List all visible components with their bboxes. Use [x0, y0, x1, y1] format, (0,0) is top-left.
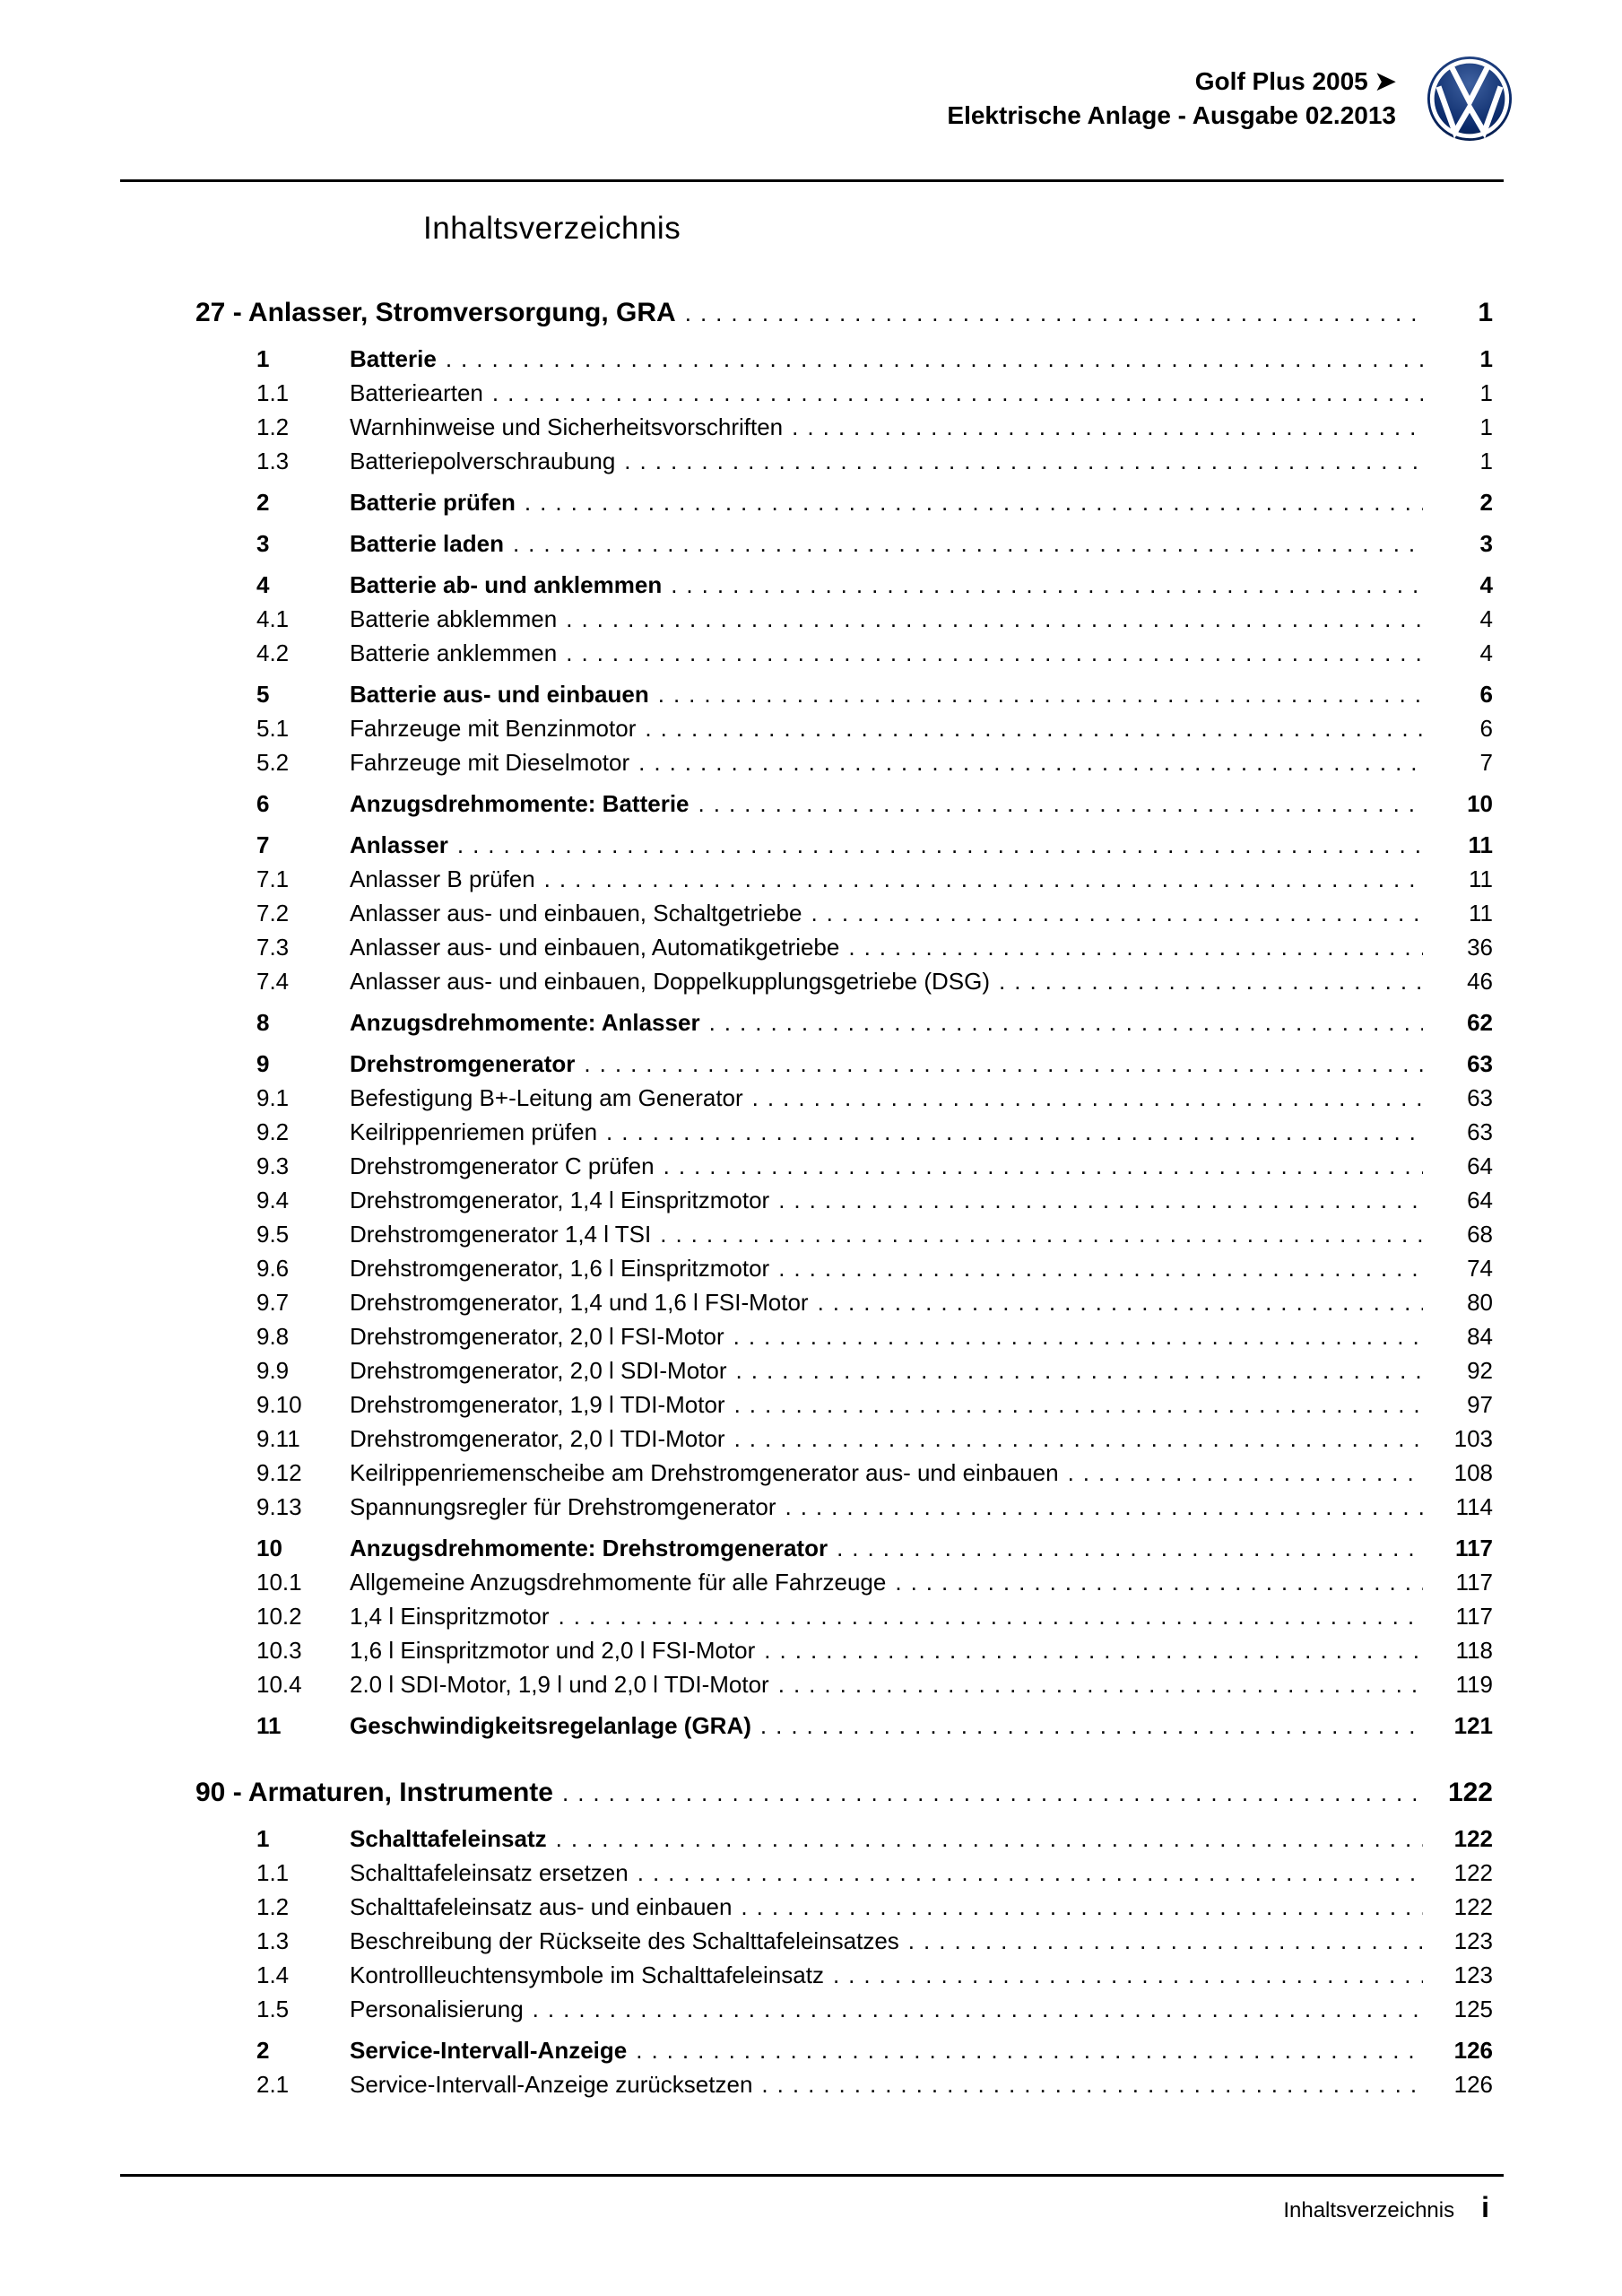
vw-logo-icon: [1427, 56, 1513, 142]
toc-entry-label: Kontrollleuchtensymbole im Schalttafeleinsatz: [350, 1961, 824, 1988]
toc-entry-page: 97: [1467, 1391, 1493, 1418]
toc-entry: [195, 342, 1493, 376]
toc-entry: [195, 1387, 1493, 1422]
dot-leader: [448, 828, 1423, 862]
toc-entry: [195, 711, 1493, 745]
toc-entry-number: 10.1: [256, 1569, 302, 1596]
dot-leader: [776, 1490, 1423, 1524]
toc-entry-label: Drehstromgenerator, 1,9 l TDI-Motor: [350, 1391, 725, 1418]
toc-entry-number: 5.1: [256, 715, 290, 742]
toc-entry: [195, 1183, 1493, 1217]
toc-entry: [195, 2033, 1493, 2067]
toc-entry-page: 92: [1467, 1357, 1493, 1384]
toc-entry-label: Personalisierung: [350, 1996, 524, 2022]
toc-entry-page: 74: [1467, 1255, 1493, 1282]
toc-entry: [195, 1490, 1493, 1524]
toc-entry-label: Schalttafeleinsatz aus- und einbauen: [350, 1893, 733, 1920]
toc-entry-label: Anlasser aus- und einbauen, Automatikgetriebe: [350, 934, 840, 961]
toc-entry-page: 63: [1467, 1084, 1493, 1111]
toc-entry: [195, 1353, 1493, 1387]
toc-entry-page: 108: [1453, 1459, 1493, 1486]
toc-entry-label: Batterie ab- und anklemmen: [350, 571, 663, 598]
toc-entry-number: 9.12: [256, 1459, 302, 1486]
toc-entry-page: 62: [1467, 1009, 1493, 1036]
toc-entry-label: Anlasser aus- und einbauen, Schaltgetriebe: [350, 900, 802, 926]
dot-leader: [662, 568, 1423, 602]
toc-entry: [195, 787, 1493, 821]
dot-leader: [839, 930, 1423, 964]
dot-leader: [727, 1353, 1424, 1387]
toc-entry: [195, 444, 1493, 478]
toc-entry-number: 9: [256, 1050, 270, 1077]
dot-leader: [575, 1047, 1423, 1081]
toc-entry: [195, 862, 1493, 896]
toc-entry: [195, 1599, 1493, 1633]
toc-entry-label: Fahrzeuge mit Benzinmotor: [350, 715, 637, 742]
toc-entry-page: 1: [1479, 413, 1493, 440]
toc-entry-number: 1: [256, 1825, 270, 1852]
toc-entry-label: Anlasser aus- und einbauen, Doppelkupplungsgetriebe (DSG): [350, 968, 990, 995]
toc-entry: [195, 602, 1493, 636]
toc-entry-page: 63: [1467, 1118, 1493, 1145]
dot-leader: [725, 1387, 1423, 1422]
toc-entry-page: 63: [1467, 1050, 1493, 1077]
toc-entry: [195, 1856, 1493, 1890]
dot-leader: [725, 1422, 1423, 1456]
toc-entry-label: Anlasser B prüfen: [350, 865, 535, 892]
toc-entry-number: 9.2: [256, 1118, 290, 1145]
toc-entry-page: 122: [1453, 1825, 1493, 1852]
toc-entry: [195, 1115, 1493, 1149]
toc-entry-label: Allgemeine Anzugsdrehmomente für alle Fahrzeuge: [350, 1569, 887, 1596]
dot-leader: [809, 1285, 1423, 1319]
toc-entry: [195, 1709, 1493, 1743]
toc-entry-number: 10.4: [256, 1671, 302, 1698]
toc-entry: [195, 1005, 1493, 1039]
toc-entry-number: 7.3: [256, 934, 290, 961]
dot-leader: [649, 677, 1423, 711]
toc-entry-label: Batterie anklemmen: [350, 639, 558, 666]
toc-entry-number: 9.5: [256, 1221, 290, 1248]
toc-entry-label: Anzugsdrehmomente: Batterie: [350, 790, 690, 817]
toc-entry-label: Drehstromgenerator, 2,0 l SDI-Motor: [350, 1357, 727, 1384]
toc-entry: [195, 964, 1493, 998]
toc-entry-number: 6: [256, 790, 270, 817]
toc-entry-page: 10: [1467, 790, 1493, 817]
dot-leader: [990, 964, 1423, 998]
toc-section: [195, 1773, 1493, 2101]
dot-leader: [535, 862, 1423, 896]
toc-entry-label: Schalttafeleinsatz ersetzen: [350, 1859, 629, 1886]
toc-entry-number: 9.4: [256, 1187, 290, 1213]
toc-entry-number: 2: [256, 489, 270, 516]
toc-entry-label: Warnhinweise und Sicherheitsvorschriften: [350, 413, 784, 440]
toc-section-page: 1: [1478, 298, 1493, 327]
toc-entry-page: 11: [1469, 865, 1493, 892]
footer-page-number: i: [1481, 2191, 1489, 2223]
toc-entry-number: 7.2: [256, 900, 290, 926]
dot-leader: [1059, 1456, 1423, 1490]
toc-entry-page: 6: [1479, 715, 1493, 742]
dot-leader: [752, 2067, 1423, 2101]
dot-leader: [615, 444, 1423, 478]
toc-entry: [195, 1217, 1493, 1251]
toc-entry-page: 122: [1453, 1893, 1493, 1920]
toc-entry: [195, 568, 1493, 602]
toc-entry-page: 64: [1467, 1187, 1493, 1213]
dot-leader: [769, 1667, 1423, 1701]
toc-entry-page: 117: [1455, 1569, 1493, 1596]
toc-entry-number: 9.8: [256, 1323, 290, 1350]
dot-leader: [676, 293, 1423, 333]
toc-entry-page: 6: [1479, 681, 1493, 708]
toc-entry-page: 123: [1453, 1961, 1493, 1988]
toc-section-heading: [195, 293, 1493, 333]
toc-entry-number: 10: [256, 1535, 282, 1561]
dot-leader: [724, 1319, 1423, 1353]
toc-entry: [195, 745, 1493, 779]
dot-leader: [769, 1251, 1423, 1285]
toc-entry-page: 3: [1479, 530, 1493, 557]
toc-entry-page: 64: [1467, 1152, 1493, 1179]
toc-entry-page: 1: [1479, 345, 1493, 372]
toc-entry-number: 1.3: [256, 448, 290, 474]
toc-entry-page: 119: [1455, 1671, 1493, 1698]
toc-entry-page: 4: [1479, 571, 1493, 598]
toc-entry: [195, 485, 1493, 519]
toc-entry-label: Anzugsdrehmomente: Drehstromgenerator: [350, 1535, 828, 1561]
toc-entry-label: Batterie laden: [350, 530, 504, 557]
dot-leader: [769, 1183, 1423, 1217]
toc-entry-label: Batterie prüfen: [350, 489, 516, 516]
toc-entry: [195, 410, 1493, 444]
dot-leader: [547, 1822, 1423, 1856]
toc-entry-number: 1.2: [256, 413, 290, 440]
toc-section-title: 27 - Anlasser, Stromversorgung, GRA: [195, 298, 676, 327]
toc-entry-label: Keilrippenriemenscheibe am Drehstromgenerator aus- und einbauen: [350, 1459, 1059, 1486]
toc-entry-label: Batteriepolverschraubung: [350, 448, 616, 474]
toc-entry-page: 80: [1467, 1289, 1493, 1316]
toc-entry-page: 4: [1479, 605, 1493, 632]
toc-entry-label: Befestigung B+-Leitung am Generator: [350, 1084, 743, 1111]
header-edition-line: Elektrische Anlage - Ausgabe 02.2013: [947, 101, 1396, 129]
dot-leader: [886, 1565, 1423, 1599]
toc-entry-number: 11: [256, 1712, 282, 1739]
toc-entry: [195, 1319, 1493, 1353]
page-header: [0, 0, 1622, 142]
dot-leader: [629, 1856, 1423, 1890]
header-model-line: Golf Plus 2005 ➤: [1194, 67, 1396, 95]
header-rule: [120, 179, 1504, 182]
toc-entry-page: 1: [1479, 448, 1493, 474]
toc-entry-label: Schalttafeleinsatz: [350, 1825, 547, 1852]
toc-entry: [195, 1422, 1493, 1456]
toc-section-heading: [195, 1773, 1493, 1813]
dot-leader: [802, 896, 1423, 930]
toc-entry-label: Geschwindigkeitsregelanlage (GRA): [350, 1712, 751, 1739]
toc-section-title: 90 - Armaturen, Instrumente: [195, 1778, 553, 1807]
dot-leader: [651, 1217, 1423, 1251]
toc-entry: [195, 1822, 1493, 1856]
dot-leader: [690, 787, 1424, 821]
toc-entry-label: Batterie: [350, 345, 437, 372]
toc-entry: [195, 828, 1493, 862]
toc-entry: [195, 677, 1493, 711]
toc-entry: [195, 1081, 1493, 1115]
toc-entry-page: 46: [1467, 968, 1493, 995]
toc-entry: [195, 1047, 1493, 1081]
toc-entry-number: 7.1: [256, 865, 290, 892]
toc-entry-number: 5.2: [256, 749, 290, 776]
toc-entry: [195, 1251, 1493, 1285]
toc-entry-number: 9.7: [256, 1289, 290, 1316]
dot-leader: [557, 602, 1423, 636]
dot-leader: [597, 1115, 1423, 1149]
toc-entry: [195, 636, 1493, 670]
dot-leader: [899, 1924, 1423, 1958]
toc-entry-number: 10.3: [256, 1637, 302, 1664]
toc-entry-number: 10.2: [256, 1603, 302, 1630]
toc-entry-number: 1.5: [256, 1996, 290, 2022]
page-footer: [120, 2174, 1504, 2224]
toc-entry: [195, 1565, 1493, 1599]
toc-entry: [195, 376, 1493, 410]
toc-entry-number: 2: [256, 2037, 270, 2064]
toc-entry-number: 9.1: [256, 1084, 290, 1111]
toc-section: [195, 293, 1493, 1743]
table-of-contents: [195, 293, 1493, 2101]
toc-entry-page: 125: [1453, 1996, 1493, 2022]
toc-entry-label: Batteriearten: [350, 379, 483, 406]
toc-entry-page: 11: [1468, 831, 1493, 858]
toc-entry: [195, 2067, 1493, 2101]
toc-entry-label: Drehstromgenerator, 2,0 l FSI-Motor: [350, 1323, 724, 1350]
toc-entry-number: 1: [256, 345, 270, 372]
dot-leader: [700, 1005, 1423, 1039]
toc-entry-label: Batterie aus- und einbauen: [350, 681, 649, 708]
dot-leader: [755, 1633, 1423, 1667]
toc-entry-label: Service-Intervall-Anzeige: [350, 2037, 628, 2064]
dot-leader: [627, 2033, 1423, 2067]
toc-entry-number: 9.11: [256, 1425, 300, 1452]
toc-entry-page: 1: [1479, 379, 1493, 406]
toc-entry-label: Fahrzeuge mit Dieselmotor: [350, 749, 630, 776]
dot-leader: [504, 526, 1423, 561]
dot-leader: [828, 1531, 1423, 1565]
toc-entry-label: Drehstromgenerator, 1,6 l Einspritzmotor: [350, 1255, 770, 1282]
dot-leader: [783, 410, 1423, 444]
toc-entry-page: 117: [1455, 1535, 1493, 1561]
dot-leader: [824, 1958, 1423, 1992]
toc-entry-page: 4: [1479, 639, 1493, 666]
toc-entry-number: 4: [256, 571, 270, 598]
toc-entry: [195, 1633, 1493, 1667]
toc-entry-page: 123: [1453, 1927, 1493, 1954]
toc-entry-page: 126: [1453, 2071, 1493, 2098]
toc-entry-page: 84: [1467, 1323, 1493, 1350]
dot-leader: [483, 376, 1423, 410]
toc-entry-label: Batterie abklemmen: [350, 605, 558, 632]
dot-leader: [524, 1992, 1423, 2026]
toc-entry-number: 1.2: [256, 1893, 290, 1920]
toc-entry-page: 118: [1455, 1637, 1493, 1664]
dot-leader: [636, 711, 1423, 745]
toc-entry-page: 122: [1453, 1859, 1493, 1886]
toc-section-page: 122: [1447, 1778, 1493, 1807]
toc-entry-label: Keilrippenriemen prüfen: [350, 1118, 598, 1145]
toc-entry-page: 103: [1453, 1425, 1493, 1452]
dot-leader: [629, 745, 1423, 779]
toc-entry-label: Drehstromgenerator C prüfen: [350, 1152, 655, 1179]
toc-entry: [195, 896, 1493, 930]
toc-entry: [195, 1924, 1493, 1958]
dot-leader: [550, 1599, 1423, 1633]
toc-entry-label: Drehstromgenerator, 1,4 l Einspritzmotor: [350, 1187, 770, 1213]
toc-entry-page: 36: [1467, 934, 1493, 961]
toc-entry-number: 1.4: [256, 1961, 290, 1988]
footer-section-label: Inhaltsverzeichnis: [1283, 2198, 1455, 2222]
toc-entry-label: Anlasser: [350, 831, 448, 858]
toc-entry-number: 7: [256, 831, 270, 858]
toc-entry-number: 4.1: [256, 605, 290, 632]
toc-entry-label: Anzugsdrehmomente: Anlasser: [350, 1009, 700, 1036]
toc-entry-number: 9.10: [256, 1391, 302, 1418]
dot-leader: [751, 1709, 1423, 1743]
page-title: Inhaltsverzeichnis: [423, 211, 681, 246]
header-text-block: [947, 65, 1396, 133]
toc-entry-page: 117: [1455, 1603, 1493, 1630]
toc-entry: [195, 1958, 1493, 1992]
toc-entry-number: 1.1: [256, 1859, 290, 1886]
toc-entry-number: 9.3: [256, 1152, 290, 1179]
toc-entry-page: 68: [1467, 1221, 1493, 1248]
toc-entry: [195, 1890, 1493, 1924]
dot-leader: [557, 636, 1423, 670]
toc-entry-number: 2.1: [256, 2071, 290, 2098]
toc-entry: [195, 526, 1493, 561]
toc-entry-label: 2.0 l SDI-Motor, 1,9 l und 2,0 l TDI-Motor: [350, 1671, 769, 1698]
footer-content: [120, 2177, 1504, 2224]
toc-entry-label: 1,6 l Einspritzmotor und 2,0 l FSI-Motor: [350, 1637, 756, 1664]
toc-entry-number: 1.3: [256, 1927, 290, 1954]
dot-leader: [437, 342, 1423, 376]
toc-entry: [195, 1149, 1493, 1183]
toc-entry: [195, 930, 1493, 964]
toc-entry-page: 114: [1455, 1493, 1493, 1520]
toc-entry-label: Drehstromgenerator, 1,4 und 1,6 l FSI-Motor: [350, 1289, 809, 1316]
toc-entry-page: 2: [1479, 489, 1493, 516]
toc-entry-label: Drehstromgenerator 1,4 l TSI: [350, 1221, 652, 1248]
dot-leader: [553, 1773, 1423, 1813]
toc-entry-page: 7: [1479, 749, 1493, 776]
dot-leader: [732, 1890, 1423, 1924]
toc-entry-label: Beschreibung der Rückseite des Schalttafeleinsatzes: [350, 1927, 899, 1954]
toc-entry-label: Drehstromgenerator, 2,0 l TDI-Motor: [350, 1425, 725, 1452]
dot-leader: [655, 1149, 1423, 1183]
toc-entry-number: 3: [256, 530, 270, 557]
dot-leader: [516, 485, 1423, 519]
toc-entry-number: 9.13: [256, 1493, 302, 1520]
toc-entry: [195, 1456, 1493, 1490]
toc-entry: [195, 1285, 1493, 1319]
toc-entry-number: 8: [256, 1009, 270, 1036]
toc-entry: [195, 1531, 1493, 1565]
toc-entry-number: 4.2: [256, 639, 290, 666]
toc-entry: [195, 1992, 1493, 2026]
toc-entry-page: 126: [1453, 2037, 1493, 2064]
toc-entry-label: Drehstromgenerator: [350, 1050, 576, 1077]
toc-entry-label: Spannungsregler für Drehstromgenerator: [350, 1493, 776, 1520]
toc-entry-page: 11: [1469, 900, 1493, 926]
toc-entry-label: Service-Intervall-Anzeige zurücksetzen: [350, 2071, 753, 2098]
toc-entry-number: 1.1: [256, 379, 290, 406]
toc-entry-number: 9.6: [256, 1255, 290, 1282]
toc-entry-label: 1,4 l Einspritzmotor: [350, 1603, 550, 1630]
dot-leader: [743, 1081, 1423, 1115]
toc-entry: [195, 1667, 1493, 1701]
toc-entry-number: 5: [256, 681, 270, 708]
toc-entry-number: 7.4: [256, 968, 290, 995]
toc-entry-number: 9.9: [256, 1357, 290, 1384]
toc-entry-page: 121: [1453, 1712, 1493, 1739]
